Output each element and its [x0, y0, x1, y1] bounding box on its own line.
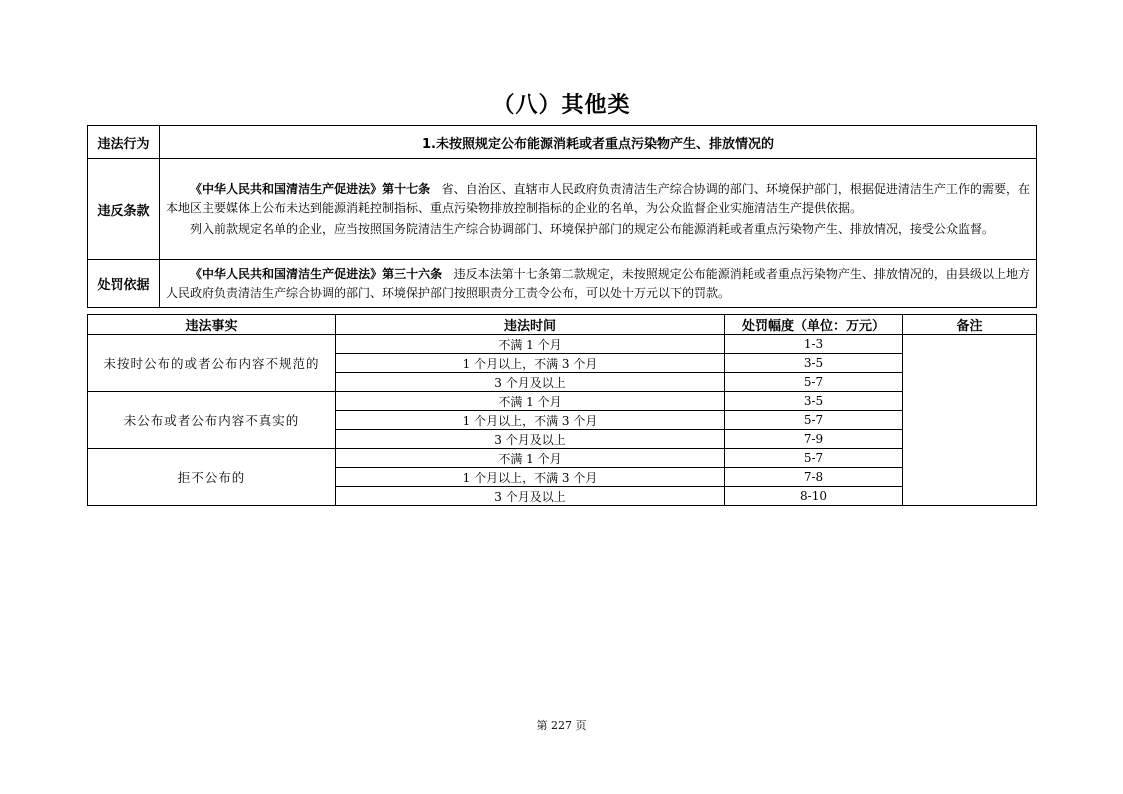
header-time: 违法时间 [336, 315, 725, 335]
range-cell: 1-3 [725, 335, 903, 354]
time-cell: 1 个月以上，不满 3 个月 [336, 468, 725, 487]
range-cell: 7-9 [725, 430, 903, 449]
clause-content [160, 159, 1037, 260]
range-cell: 3-5 [725, 392, 903, 411]
time-cell: 不满 1 个月 [336, 449, 725, 468]
penalty-table [87, 314, 1037, 506]
fact-cell: 拒不公布的 [88, 449, 336, 506]
table-row [88, 392, 1037, 411]
basis-label: 处罚依据 [88, 260, 160, 308]
range-cell: 3-5 [725, 354, 903, 373]
violation-title: 1.未按照规定公布能源消耗或者重点污染物产生、排放情况的 [160, 126, 1037, 159]
section-title: （八）其他类 [492, 93, 631, 118]
clause-text-2: 列入前款规定名单的企业，应当按照国务院清洁生产综合协调部门、环境保护部门的规定公布能源消耗或者重点污染物产生、排放情况，接受公众监督。 [190, 221, 995, 236]
basis-paragraph [160, 264, 1036, 304]
table-row [88, 449, 1037, 468]
time-cell: 1 个月以上，不满 3 个月 [336, 411, 725, 430]
clause-law-name: 《中华人民共和国清洁生产促进法》第十七条 [190, 181, 431, 196]
clause-label: 违反条款 [88, 159, 160, 260]
time-cell: 3 个月及以上 [336, 487, 725, 506]
basis-text: 违反本法第十七条第二款规定，未按照规定公布能源消耗或者重点污染物产生、排放情况的，由县级以上地方人民政府负责清洁生产综合协调的部门、环境保护部门按照职责分工责令公布，可以处十万元以下的罚款。 [166, 266, 1030, 300]
violation-row [88, 126, 1037, 159]
time-cell: 1 个月以上，不满 3 个月 [336, 354, 725, 373]
time-cell: 3 个月及以上 [336, 430, 725, 449]
range-cell: 7-8 [725, 468, 903, 487]
basis-row [88, 260, 1037, 308]
range-cell: 5-7 [725, 449, 903, 468]
clause-row [88, 159, 1037, 260]
time-cell: 不满 1 个月 [336, 335, 725, 354]
violation-label: 违法行为 [88, 126, 160, 159]
clause-paragraph-1 [160, 179, 1036, 219]
time-cell: 不满 1 个月 [336, 392, 725, 411]
fact-cell: 未公布或者公布内容不真实的 [88, 392, 336, 449]
fact-cell: 未按时公布的或者公布内容不规范的 [88, 335, 336, 392]
time-cell: 3 个月及以上 [336, 373, 725, 392]
range-cell: 5-7 [725, 373, 903, 392]
basis-law-name: 《中华人民共和国清洁生产促进法》第三十六条 [190, 266, 443, 281]
table-row [88, 335, 1037, 354]
note-cell [903, 335, 1037, 506]
basis-content [160, 260, 1037, 308]
range-cell: 5-7 [725, 411, 903, 430]
clause-paragraph-2 [160, 219, 1036, 240]
penalty-header-row [88, 315, 1037, 335]
range-cell: 8-10 [725, 487, 903, 506]
page-number: 第 227 页 [536, 719, 587, 732]
header-range: 处罚幅度（单位：万元） [725, 315, 903, 335]
case-table [87, 125, 1037, 308]
header-note: 备注 [903, 315, 1037, 335]
header-fact: 违法事实 [88, 315, 336, 335]
clause-text-1: 省、自治区、直辖市人民政府负责清洁生产综合协调的部门、环境保护部门，根据促进清洁生产工作的需要，在本地区主要媒体上公布未达到能源消耗控制指标、重点污染物排放控制指标的企业的名单，为公众监督企业实施清洁生产提供依据。 [166, 181, 1030, 215]
